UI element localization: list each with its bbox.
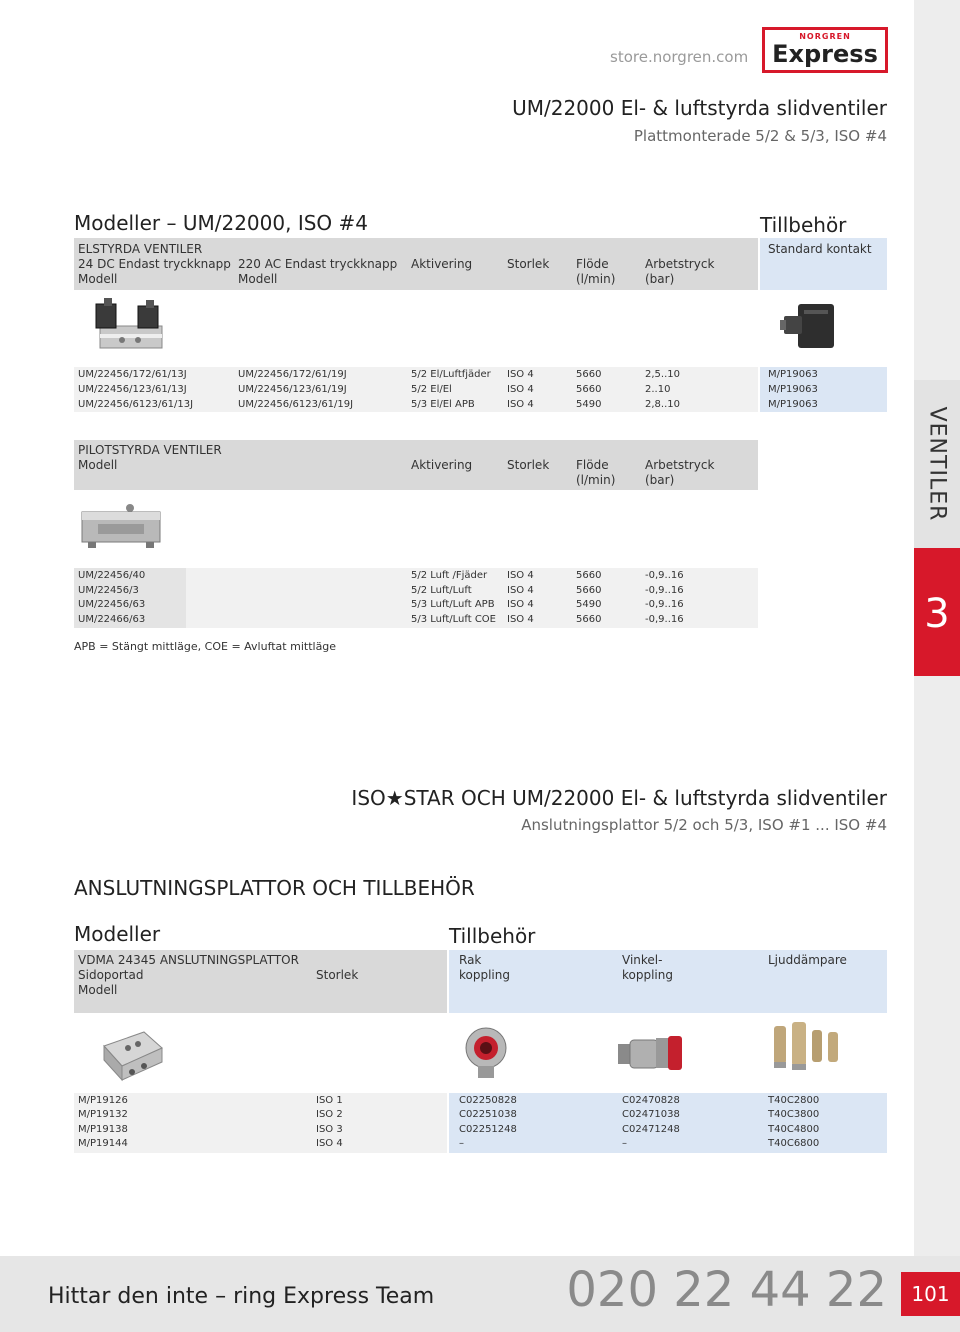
- section3-subtitle: Anslutningsplattor 5/2 och 5/3, ISO #1 ... ISO #4: [521, 816, 887, 834]
- table-row-band: [74, 1093, 447, 1153]
- cell-storlek: ISO 4: [316, 1138, 343, 1149]
- col-head-sidoportad: Sidoportad: [78, 968, 144, 982]
- cell-aktivering: 5/2 Luft/Luft: [411, 585, 472, 596]
- section1-heading: Modeller – UM/22000, ISO #4: [74, 211, 368, 235]
- cell-storlek: ISO 4: [507, 369, 534, 380]
- cell-arbetstryck: -0,9..16: [645, 570, 684, 581]
- col-head-arbetstryck: Arbetstryck: [645, 458, 715, 472]
- models-heading: Modeller: [74, 922, 161, 946]
- footnote: APB = Stängt mittläge, COE = Avluftat mittläge: [74, 640, 337, 653]
- cell-vinkel: C02471248: [622, 1124, 680, 1135]
- solenoid-valve-image: [92, 296, 172, 358]
- subbase-image: [98, 1026, 166, 1086]
- cell-ljud: T40C4800: [768, 1124, 820, 1135]
- cell-flode: 5660: [576, 585, 602, 596]
- cell-flode: 5490: [576, 599, 602, 610]
- col-head-modell-220: Modell: [238, 272, 278, 286]
- cell-aktivering: 5/2 El/El: [411, 384, 452, 395]
- cell-storlek: ISO 3: [316, 1124, 343, 1135]
- cell-ljud: T40C2800: [768, 1095, 820, 1106]
- cell-model-24: UM/22456/172/61/13J: [78, 369, 187, 380]
- col-head-220ac: 220 AC Endast tryckknapp: [238, 257, 398, 271]
- cell-model-220: UM/22456/6123/61/19J: [238, 399, 354, 410]
- cell-model: UM/22466/63: [78, 614, 146, 625]
- silencer-image: [768, 1020, 846, 1072]
- acc-heading: Tillbehör: [449, 924, 536, 948]
- cell-accessory: M/P19063: [768, 369, 818, 380]
- elbow-fitting-image: [614, 1030, 686, 1076]
- cell-flode: 5660: [576, 384, 602, 395]
- col-head-ljuddampare: Ljuddämpare: [768, 953, 847, 967]
- cell-rak: –: [459, 1138, 464, 1149]
- cell-arbetstryck: -0,9..16: [645, 614, 684, 625]
- cell-storlek: ISO 1: [316, 1095, 343, 1106]
- cell-ljud: T40C3800: [768, 1109, 820, 1120]
- cell-flode: 5660: [576, 570, 602, 581]
- cell-model-24: UM/22456/123/61/13J: [78, 384, 187, 395]
- cell-arbetstryck: 2..10: [645, 384, 671, 395]
- col-head-elstyrda: ELSTYRDA VENTILER: [78, 242, 203, 256]
- cell-rak: C02251038: [459, 1109, 517, 1120]
- col-head-vinkel: Vinkel-: [622, 953, 663, 967]
- cell-aktivering: 5/3 El/El APB: [411, 399, 475, 410]
- col-head-arbetstryck: Arbetstryck: [645, 257, 715, 271]
- cell-model-220: UM/22456/172/61/19J: [238, 369, 347, 380]
- cell-storlek: ISO 4: [507, 399, 534, 410]
- cell-arbetstryck: 2,8..10: [645, 399, 680, 410]
- cell-aktivering: 5/2 El/Luftfjäder: [411, 369, 491, 380]
- cell-model: M/P19132: [78, 1109, 128, 1120]
- cell-arbetstryck: 2,5..10: [645, 369, 680, 380]
- cell-flode: 5490: [576, 399, 602, 410]
- express-logo: [762, 27, 888, 73]
- col-head-storlek: Storlek: [507, 257, 550, 271]
- cell-model: UM/22456/40: [78, 570, 146, 581]
- col-head-modell: Modell: [78, 983, 118, 997]
- cell-model: M/P19144: [78, 1138, 128, 1149]
- logo-main-text: Express: [772, 40, 878, 68]
- side-tab-number: 3: [924, 591, 950, 637]
- col-head-vdma: VDMA 24345 ANSLUTNINGSPLATTOR: [78, 953, 299, 967]
- cell-arbetstryck: -0,9..16: [645, 599, 684, 610]
- page-number: 101: [911, 1282, 950, 1306]
- pilot-valve-image: [78, 502, 164, 554]
- store-url[interactable]: store.norgren.com: [610, 48, 749, 66]
- footer-phone[interactable]: 020 22 44 22: [566, 1262, 887, 1318]
- section3-heading: ANSLUTNINGSPLATTOR OCH TILLBEHÖR: [74, 876, 475, 900]
- col-head-arbetstryck-unit: (bar): [645, 473, 675, 487]
- footer-text: Hittar den inte – ring Express Team: [48, 1284, 435, 1309]
- col-head-storlek: Storlek: [507, 458, 550, 472]
- col-head-rak-koppling: koppling: [459, 968, 510, 982]
- cell-vinkel: C02470828: [622, 1095, 680, 1106]
- cell-model: UM/22456/63: [78, 599, 146, 610]
- section1-acc-heading: Tillbehör: [760, 213, 847, 237]
- cell-storlek: ISO 4: [507, 599, 534, 610]
- col-head-vinkel-koppling: koppling: [622, 968, 673, 982]
- col-head-flode: Flöde: [576, 458, 609, 472]
- col-head-aktivering: Aktivering: [411, 257, 473, 271]
- cell-accessory: M/P19063: [768, 399, 818, 410]
- cell-vinkel: –: [622, 1138, 627, 1149]
- cell-model: M/P19138: [78, 1124, 128, 1135]
- col-head-pilotstyrda: PILOTSTYRDA VENTILER: [78, 443, 222, 457]
- cell-storlek: ISO 4: [507, 614, 534, 625]
- cell-model-220: UM/22456/123/61/19J: [238, 384, 347, 395]
- cell-model: M/P19126: [78, 1095, 128, 1106]
- col-head-modell: Modell: [78, 458, 118, 472]
- col-head-aktivering: Aktivering: [411, 458, 473, 472]
- side-tab-label: VENTILER: [924, 406, 950, 522]
- page-subtitle: Plattmonterade 5/2 & 5/3, ISO #4: [633, 127, 887, 145]
- col-head-flode: Flöde: [576, 257, 609, 271]
- col-head-24dc: 24 DC Endast tryckknapp: [78, 257, 231, 271]
- cell-rak: C02250828: [459, 1095, 517, 1106]
- cell-ljud: T40C6800: [768, 1138, 820, 1149]
- cell-aktivering: 5/3 Luft/Luft APB: [411, 599, 495, 610]
- cell-accessory: M/P19063: [768, 384, 818, 395]
- cell-vinkel: C02471038: [622, 1109, 680, 1120]
- cell-aktivering: 5/2 Luft /Fjäder: [411, 570, 488, 581]
- col-head-flode-unit: (l/min): [576, 272, 616, 286]
- cell-storlek: ISO 4: [507, 570, 534, 581]
- col-head-standard-kontakt: Standard kontakt: [768, 242, 872, 256]
- col-head-modell-24: Modell: [78, 272, 118, 286]
- cell-model-24: UM/22456/6123/61/13J: [78, 399, 194, 410]
- cell-storlek: ISO 4: [507, 585, 534, 596]
- col-head-rak: Rak: [459, 953, 482, 967]
- cell-flode: 5660: [576, 614, 602, 625]
- logo-top-text: NORGREN: [799, 32, 851, 41]
- straight-fitting-image: [458, 1024, 514, 1080]
- connector-image: [780, 298, 850, 356]
- col-head-storlek: Storlek: [316, 968, 359, 982]
- cell-model: UM/22456/3: [78, 585, 139, 596]
- col-head-flode-unit: (l/min): [576, 473, 616, 487]
- cell-rak: C02251248: [459, 1124, 517, 1135]
- cell-aktivering: 5/3 Luft/Luft COE: [411, 614, 496, 625]
- col-head-arbetstryck-unit: (bar): [645, 272, 675, 286]
- cell-flode: 5660: [576, 369, 602, 380]
- cell-storlek: ISO 2: [316, 1109, 343, 1120]
- page-title: UM/22000 El- & luftstyrda slidventiler: [512, 96, 887, 120]
- cell-storlek: ISO 4: [507, 384, 534, 395]
- section3-title: ISO★STAR OCH UM/22000 El- & luftstyrda slidventiler: [351, 786, 887, 810]
- cell-arbetstryck: -0,9..16: [645, 585, 684, 596]
